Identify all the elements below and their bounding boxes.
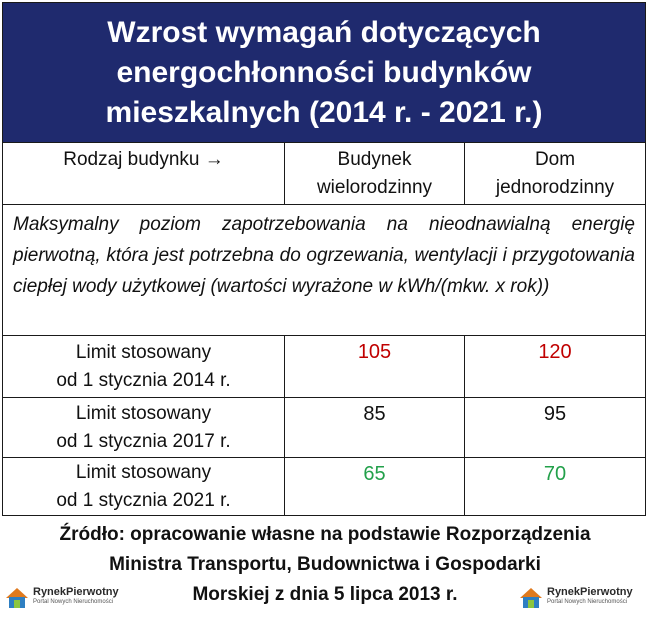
title-line-2: energochłonności budynków [116, 55, 532, 89]
table-title [3, 3, 645, 142]
logo-name: RynekPierwotny [33, 586, 119, 598]
source-line-3: Morskiej z dnia 5 lipca 2013 r. [192, 584, 458, 605]
logo-name: RynekPierwotny [547, 586, 633, 598]
table-frame [2, 2, 646, 516]
header-multi-family: Budynek wielorodzinny [285, 143, 465, 204]
logo-subtitle: Portal Nowych Nieruchomości [33, 599, 114, 605]
table-row [3, 397, 645, 457]
row-value-multi: 65 [285, 458, 465, 515]
row-value-multi: 105 [285, 336, 465, 397]
source-line-1: Źródło: opracowanie własne na podstawie Rozporządzenia [59, 524, 591, 545]
house-logo-icon [4, 584, 30, 610]
header-building-type: Rodzaj budynku → [3, 143, 285, 204]
header-row [3, 142, 645, 204]
description-text: Maksymalny poziom zapotrzebowania na nieodnawialną energię pierwotną, która jest potrzebna do ogrzewania, wentylacji i przygotowania ciepłej wody użytkowej (wartości wyrażone w kWh/(mkw. x rok)) [3, 204, 645, 335]
logo-subtitle: Portal Nowych Nieruchomości [547, 599, 628, 605]
table-row [3, 457, 645, 515]
row-value-single: 70 [543, 463, 567, 485]
title-line-1: Wzrost wymagań dotyczących [107, 15, 541, 49]
rynekpierwotny-logo [4, 584, 119, 610]
row-value-multi: 85 [285, 398, 465, 457]
source-line-2: Ministra Transportu, Budownictwa i Gospodarki [109, 554, 541, 575]
row-value-single: 95 [543, 403, 567, 425]
header-single-family: Dom jednorodzinny [495, 148, 615, 198]
row-value-single: 120 [538, 341, 572, 363]
row-label: Limit stosowany od 1 stycznia 2014 r. [3, 336, 285, 397]
row-label: Limit stosowany od 1 stycznia 2017 r. [3, 398, 285, 457]
row-label: Limit stosowany od 1 stycznia 2021 r. [3, 458, 285, 515]
house-logo-icon [518, 584, 544, 610]
rynekpierwotny-logo [518, 584, 633, 610]
title-line-3: mieszkalnych (2014 r. - 2021 r.) [105, 95, 543, 129]
table-row [3, 335, 645, 397]
